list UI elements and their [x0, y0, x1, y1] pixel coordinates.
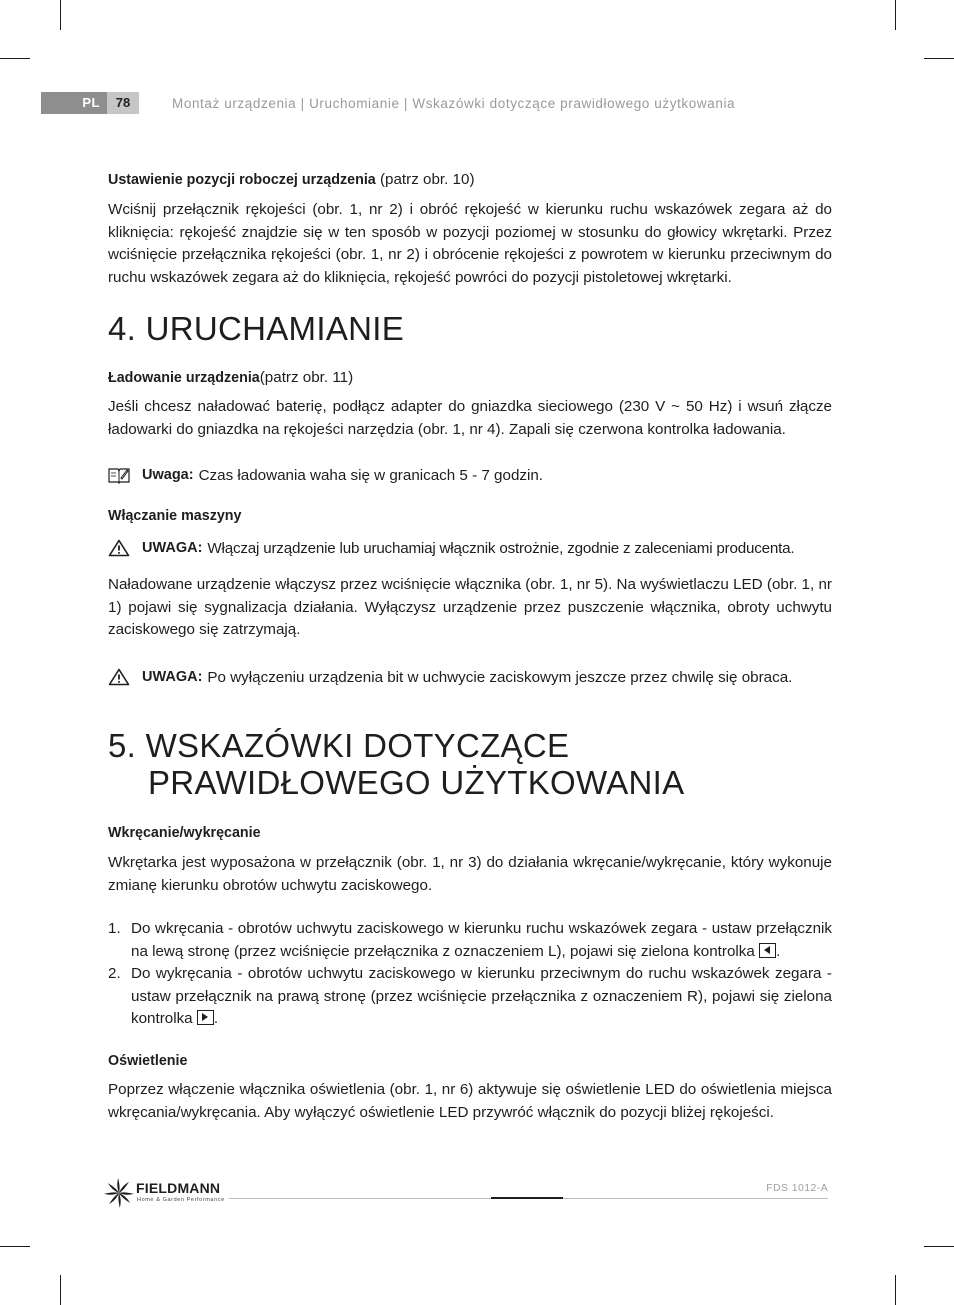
switching-heading: Włączanie maszyny — [108, 508, 242, 524]
section-working-position — [108, 170, 832, 289]
warning-1-label: UWAGA: — [142, 540, 203, 556]
crop-mark — [924, 1246, 954, 1247]
warning-1 — [108, 539, 832, 557]
crop-mark — [60, 1275, 61, 1305]
brand-tagline: Home & Garden Performance — [137, 1197, 225, 1203]
chapter-4-title-block — [108, 310, 832, 347]
warning-2-text: Po wyłączeniu urządzenia bit w uchwycie zaciskowym jeszcze przez chwilę się obraca. — [207, 668, 793, 686]
step-number: 2. — [108, 965, 121, 983]
section-switching — [108, 506, 832, 526]
step-text: Do wykręcania - obrotów uchwytu zaciskowego w kierunku przeciwnym do ruchu wskazówek zegara - ustaw przełącznik na prawą stronę (przez wciśnięcie przełącznika z oznaczeniem R), pojawi się zielona kontrolka — [131, 965, 832, 1028]
direction-heading: Wkręcanie/wykręcanie — [108, 825, 261, 841]
section-charging — [108, 368, 832, 441]
list-item — [108, 918, 832, 963]
charging-heading-ref: (patrz obr. 11) — [259, 369, 354, 386]
lighting-heading: Oświetlenie — [108, 1053, 188, 1069]
lighting-body: Poprzez włączenie włącznika oświetlenia (obr. 1, nr 6) aktywuje się oświetlenie LED do oświetlenia miejsca wkręcania/wykręcania. Aby wyłączyć oświetlenie LED przywróć włącznik do pozycji bliżej rękojeści. — [108, 1081, 832, 1121]
warning-triangle-icon — [108, 668, 130, 686]
chapter-5-title-block — [108, 727, 832, 801]
book-note-icon — [108, 466, 130, 484]
section-body: Wciśnij przełącznik rękojeści (obr. 1, nr 2) i obróć rękojeść w kierunku ruchu wskazówek zegara aż do kliknięcia: rękojeść znajdzie się w ten sposób w pozycji poziomej w stosunku do głowicy wkrętarki. Przez wciśnięcie przełącznika rękojeści (obr. 1, nr 2) i obrócenie rękojeści z powrotem w kierunku przeciwnym do ruchu wskazówek zegara aż do kliknięcia, rękojeść powróci do pozycji pistoletowej wkrętarki. — [108, 201, 832, 286]
arrow-right-icon — [197, 1010, 214, 1025]
crop-mark — [895, 0, 896, 30]
switching-body-block — [108, 574, 832, 642]
section-heading-bold: Ustawienie pozycji roboczej urządzenia — [108, 172, 376, 188]
step-end: . — [213, 1010, 219, 1028]
fieldmann-pinwheel-logo — [104, 1178, 134, 1208]
arrow-left-icon — [759, 943, 776, 958]
language-tab — [41, 92, 107, 114]
list-item — [108, 963, 832, 1031]
charging-heading-bold: Ładowanie urządzenia — [108, 370, 260, 386]
footer-rule-accent — [491, 1197, 563, 1199]
section-lighting — [108, 1051, 832, 1124]
crop-mark — [895, 1275, 896, 1305]
note-label: Uwaga: — [142, 467, 194, 483]
direction-body: Wkrętarka jest wyposażona w przełącznik (obr. 1, nr 3) do działania wkręcanie/wykręcanie, który wykonuje zmianę kierunku obrotów uchwytu zaciskowego. — [108, 854, 832, 894]
charging-heading — [108, 368, 832, 388]
section-heading — [108, 170, 832, 190]
charging-note — [108, 466, 832, 484]
step-number: 1. — [108, 920, 121, 937]
crop-mark — [924, 58, 954, 59]
charging-body: Jeśli chcesz naładować baterię, podłącz adapter do gniazdka sieciowego (230 V ~ 50 Hz) i wsuń złącze ładowarki do gniazdka na rękojeści narzędzia (obr. 1, nr 4). Zapali się czerwona kontrolka ładowania. — [108, 398, 832, 438]
warning-1-text: Włączaj urządzenie lub uruchamiaj włącznik ostrożnie, zgodnie z zaleceniami producenta. — [207, 539, 795, 557]
switching-body: Naładowane urządzenie włączysz przez wciśnięcie włącznika (obr. 1, nr 5). Na wyświetlaczu LED (obr. 1, nr 1) pojawi się sygnalizacja działania. Wyłączysz urządzenie przez puszczenie włącznika, obroty uchwytu zaciskowego się zatrzymają. — [108, 576, 832, 639]
section-heading-ref: (patrz obr. 10) — [375, 171, 475, 188]
chapter-5-title-line-2: PRAWIDŁOWEGO UŻYTKOWANIA — [148, 764, 685, 801]
brand-name: FIELDMANN — [136, 1180, 221, 1196]
step-end: . — [776, 942, 781, 960]
chapter-4-title: 4. URUCHAMIANIE — [108, 310, 405, 347]
section-direction — [108, 823, 832, 897]
model-number: FDS 1012-A — [766, 1182, 828, 1194]
crop-mark — [60, 0, 61, 30]
running-header: Montaż urządzenia | Uruchomianie | Wskazówki dotyczące prawidłowego użytkowania — [172, 96, 736, 111]
page-number-tab — [107, 92, 139, 114]
crop-mark — [0, 58, 30, 59]
language-code: PL — [82, 95, 100, 110]
warning-2-label: UWAGA: — [142, 669, 203, 685]
page-number: 78 — [115, 95, 131, 110]
crop-mark — [0, 1246, 30, 1247]
chapter-5-title-line-1: 5. WSKAZÓWKI DOTYCZĄCE — [108, 727, 570, 764]
direction-steps — [108, 918, 832, 1031]
note-text: Czas ładowania waha się w granicach 5 - 7 godzin. — [198, 466, 544, 484]
step-text: Do wkręcania - obrotów uchwytu zaciskowego w kierunku ruchu wskazówek zegara - ustaw przełącznik na lewą stronę (przez wciśnięcie przełącznika z oznaczeniem L), pojawi się zielona kontrolka — [131, 920, 832, 960]
warning-triangle-icon — [108, 539, 130, 557]
warning-2 — [108, 668, 832, 686]
